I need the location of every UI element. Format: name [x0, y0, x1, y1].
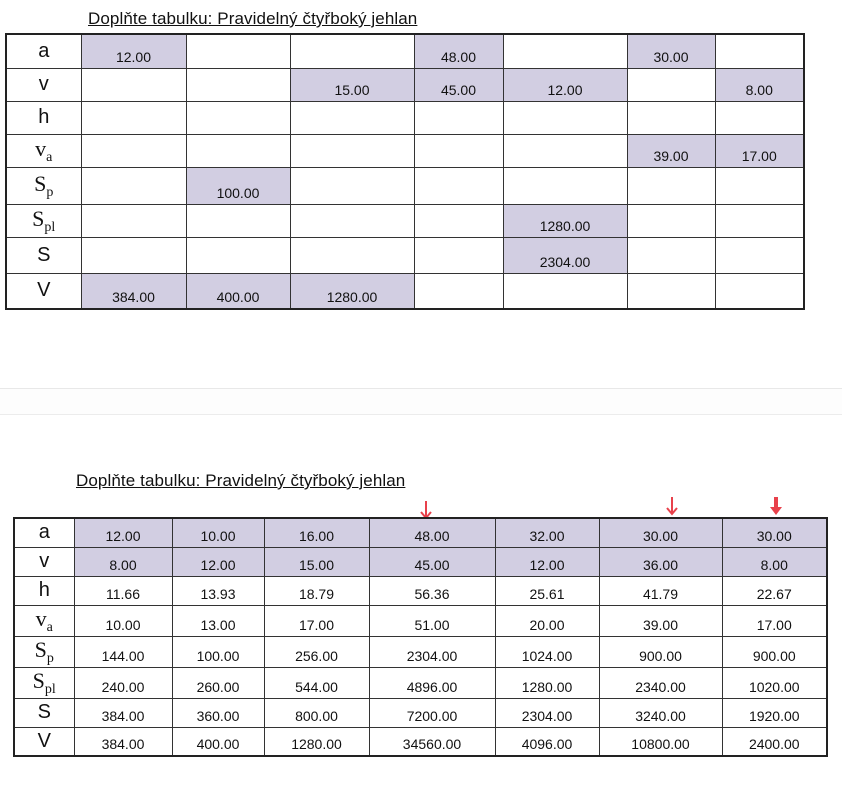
table-cell: 360.00 — [172, 698, 264, 727]
table-cell: 16.00 — [264, 518, 369, 547]
table-cell: 10800.00 — [599, 727, 722, 756]
table-cell: 1020.00 — [722, 667, 827, 698]
table-row — [6, 68, 804, 101]
table-cell — [290, 34, 414, 68]
table-cell: 56.36 — [369, 576, 495, 605]
table-cell: 1280.00 — [495, 667, 599, 698]
table-cell — [81, 237, 186, 273]
table-cell — [715, 237, 804, 273]
table-cell: 15.00 — [264, 547, 369, 576]
table-cell: 34560.00 — [369, 727, 495, 756]
table-cell — [81, 204, 186, 237]
table-cell — [186, 68, 290, 101]
table-cell: 400.00 — [186, 273, 290, 309]
top-table — [5, 33, 805, 310]
table-cell: 1024.00 — [495, 636, 599, 667]
table-row — [14, 605, 827, 636]
top-table-title: Doplňte tabulku: Pravidelný čtyřboký jehlan — [88, 9, 418, 28]
table-cell — [290, 134, 414, 167]
table-cell — [81, 167, 186, 204]
table-cell: 1280.00 — [290, 273, 414, 309]
table-cell: 39.00 — [627, 134, 715, 167]
table-cell: 1920.00 — [722, 698, 827, 727]
table-cell: 48.00 — [414, 34, 503, 68]
table-row — [14, 547, 827, 576]
row-label — [6, 101, 81, 134]
table-cell: 900.00 — [722, 636, 827, 667]
table-cell — [186, 34, 290, 68]
table-row — [14, 698, 827, 727]
row-label-symbol: a — [38, 39, 50, 62]
table-cell: 2400.00 — [722, 727, 827, 756]
table-cell: 12.00 — [172, 547, 264, 576]
table-cell: 8.00 — [715, 68, 804, 101]
table-cell: 32.00 — [495, 518, 599, 547]
table-cell: 8.00 — [722, 547, 827, 576]
table-cell — [715, 34, 804, 68]
table-cell — [414, 134, 503, 167]
row-label-symbol: v — [35, 135, 47, 161]
table-cell: 384.00 — [81, 273, 186, 309]
row-label — [14, 667, 74, 698]
table-cell: 900.00 — [599, 636, 722, 667]
table-row — [14, 636, 827, 667]
table-cell: 41.79 — [599, 576, 722, 605]
table-cell: 544.00 — [264, 667, 369, 698]
table-cell: 12.00 — [503, 68, 627, 101]
table-cell — [503, 34, 627, 68]
table-cell — [715, 101, 804, 134]
table-cell — [186, 101, 290, 134]
table-cell — [627, 101, 715, 134]
table-cell: 100.00 — [186, 167, 290, 204]
table-cell: 17.00 — [264, 605, 369, 636]
table-cell — [715, 204, 804, 237]
row-label-subscript: a — [46, 149, 53, 165]
table-row — [14, 576, 827, 605]
table-cell — [414, 273, 503, 309]
row-label-symbol: v — [39, 550, 50, 572]
table-cell: 36.00 — [599, 547, 722, 576]
red-arrow-column-7 — [768, 495, 784, 517]
table-cell — [414, 167, 503, 204]
table-cell: 13.00 — [172, 605, 264, 636]
table-cell: 240.00 — [74, 667, 172, 698]
table-cell: 4896.00 — [369, 667, 495, 698]
table-cell: 10.00 — [172, 518, 264, 547]
row-label-subscript: p — [46, 184, 54, 200]
row-label-symbol: a — [38, 521, 50, 544]
table-cell — [503, 273, 627, 309]
table-cell: 100.00 — [172, 636, 264, 667]
table-cell — [290, 237, 414, 273]
row-label-subscript: pl — [44, 681, 56, 697]
row-label — [6, 237, 81, 273]
table-cell — [627, 68, 715, 101]
table-row — [6, 237, 804, 273]
table-cell: 2304.00 — [495, 698, 599, 727]
table-cell: 2340.00 — [599, 667, 722, 698]
table-cell: 12.00 — [495, 547, 599, 576]
table-row — [6, 101, 804, 134]
row-label — [14, 518, 74, 547]
bottom-table-title: Doplňte tabulku: Pravidelný čtyřboký jehlan — [76, 471, 406, 490]
table-cell: 30.00 — [722, 518, 827, 547]
table-cell — [81, 101, 186, 134]
row-label — [6, 273, 81, 309]
row-label-symbol: v — [35, 605, 47, 631]
table-cell — [81, 68, 186, 101]
table-cell: 384.00 — [74, 698, 172, 727]
table-cell: 20.00 — [495, 605, 599, 636]
table-cell: 22.67 — [722, 576, 827, 605]
row-label — [6, 204, 81, 237]
table-cell: 384.00 — [74, 727, 172, 756]
table-cell: 260.00 — [172, 667, 264, 698]
row-label-symbol: S — [34, 636, 47, 662]
table-cell: 1280.00 — [264, 727, 369, 756]
table-cell — [715, 273, 804, 309]
table-cell: 17.00 — [722, 605, 827, 636]
table-cell: 11.66 — [74, 576, 172, 605]
row-label-symbol: S — [32, 205, 45, 231]
table-cell: 7200.00 — [369, 698, 495, 727]
red-arrow-column-6 — [664, 495, 680, 517]
table-cell: 12.00 — [74, 518, 172, 547]
row-label — [14, 636, 74, 667]
table-cell — [627, 204, 715, 237]
row-label-symbol: V — [37, 279, 51, 302]
table-cell: 144.00 — [74, 636, 172, 667]
row-label — [6, 167, 81, 204]
table-cell: 30.00 — [627, 34, 715, 68]
table-cell: 18.79 — [264, 576, 369, 605]
table-cell: 25.61 — [495, 576, 599, 605]
table-cell: 256.00 — [264, 636, 369, 667]
table-cell: 51.00 — [369, 605, 495, 636]
row-label-symbol: v — [38, 73, 49, 95]
table-cell: 10.00 — [74, 605, 172, 636]
table-row — [14, 518, 827, 547]
row-label — [14, 605, 74, 636]
row-label — [14, 547, 74, 576]
table-row — [14, 727, 827, 756]
row-label — [14, 576, 74, 605]
table-cell: 13.93 — [172, 576, 264, 605]
row-label-symbol: S — [37, 701, 51, 723]
table-cell: 39.00 — [599, 605, 722, 636]
table-row — [6, 167, 804, 204]
table-cell — [81, 134, 186, 167]
table-cell: 4096.00 — [495, 727, 599, 756]
row-label-subscript: pl — [44, 219, 56, 235]
row-label — [6, 34, 81, 68]
table-cell — [186, 237, 290, 273]
table-cell — [627, 237, 715, 273]
table-cell: 8.00 — [74, 547, 172, 576]
table-cell: 2304.00 — [369, 636, 495, 667]
table-row — [6, 204, 804, 237]
row-label — [14, 698, 74, 727]
table-cell: 3240.00 — [599, 698, 722, 727]
row-label — [14, 727, 74, 756]
table-cell: 15.00 — [290, 68, 414, 101]
table-cell: 1280.00 — [503, 204, 627, 237]
top-worksheet — [0, 0, 842, 389]
table-cell: 45.00 — [414, 68, 503, 101]
table-cell — [627, 167, 715, 204]
row-label-symbol: S — [34, 170, 47, 196]
table-cell — [414, 237, 503, 273]
table-cell: 45.00 — [369, 547, 495, 576]
bottom-table — [13, 517, 828, 757]
row-label-symbol: V — [37, 729, 51, 752]
row-label-symbol: h — [38, 579, 50, 601]
table-cell — [627, 273, 715, 309]
table-cell — [414, 101, 503, 134]
table-cell — [414, 204, 503, 237]
table-cell: 400.00 — [172, 727, 264, 756]
table-cell — [503, 101, 627, 134]
table-row — [6, 134, 804, 167]
table-cell — [503, 167, 627, 204]
table-cell — [290, 204, 414, 237]
row-label — [6, 68, 81, 101]
table-cell: 17.00 — [715, 134, 804, 167]
table-cell — [186, 204, 290, 237]
row-label-symbol: S — [32, 667, 45, 693]
row-label-subscript: a — [46, 619, 53, 635]
table-cell — [290, 101, 414, 134]
table-cell: 30.00 — [599, 518, 722, 547]
table-cell — [503, 134, 627, 167]
row-label-symbol: h — [38, 106, 50, 128]
table-cell: 800.00 — [264, 698, 369, 727]
row-label-symbol: S — [37, 243, 51, 266]
table-row — [6, 34, 804, 68]
table-row — [6, 273, 804, 309]
table-cell: 48.00 — [369, 518, 495, 547]
table-cell — [715, 167, 804, 204]
row-label-subscript: p — [46, 650, 54, 666]
table-cell: 2304.00 — [503, 237, 627, 273]
table-cell — [290, 167, 414, 204]
table-cell: 12.00 — [81, 34, 186, 68]
bottom-worksheet — [0, 414, 842, 794]
row-label — [6, 134, 81, 167]
table-row — [14, 667, 827, 698]
table-cell — [186, 134, 290, 167]
